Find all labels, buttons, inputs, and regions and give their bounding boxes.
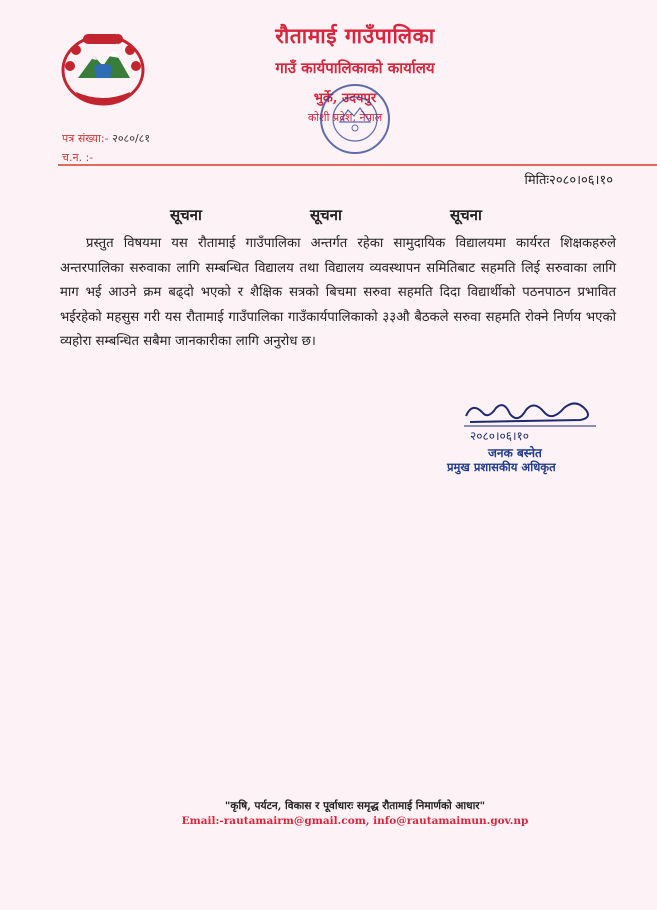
dispatch-number-label: च.न. :- — [62, 151, 94, 164]
letter-date: मितिः२०८०।०६।१० — [524, 173, 613, 188]
nepal-emblem-icon — [58, 26, 148, 108]
handwritten-signature — [466, 403, 588, 422]
footer-email: Email:-rautamairm@gmail.com, info@rautamaimun.gov.np — [181, 815, 529, 827]
signature-block — [460, 398, 600, 444]
notice-heading: सूचना — [170, 206, 202, 224]
office-name: रौतामाई गाउँपालिका — [275, 23, 435, 48]
reference-number-value: २०८०/८१ — [112, 132, 151, 145]
reference-number-label: पत्र संख्या:- — [62, 132, 109, 145]
notice-heading: सूचना — [450, 206, 482, 224]
notice-headings — [150, 205, 550, 229]
notice-body: प्रस्तुत विषयमा यस रौतामाई गाउँपालिका अन्तर्गत रहेका सामुदायिक विद्यालयमा कार्यरत शिक्षकहरुले अन्तरपालिका सरुवाका लागि सम्बन्धित विद्यालय तथा विद्यालय व्यवस्थापन समितिबाट सहमति लिई सरुवाका लागि माग भई आउने क्रम बढ्दो भएको र शैक्षिक सत्रको बिचमा सरुवा सहमति दिदा विद्यार्थीको पठनपाठन प्रभावित भईरहेको महसुस गरी यस रौतामाई गाउँपालिका गाउँकार्यपालिकाको ३३औ बैठकले सरुवा सहमति रोक्ने निर्णय भएको व्यहोरा सम्बन्धित सबैमा जानकारीका लागि अनुरोध छ। — [60, 236, 616, 349]
signature-date: २०८०।०६।१० — [470, 429, 530, 443]
office-address: भुर्के, उदयपुर — [313, 91, 377, 106]
signatory-title: प्रमुख प्रशासकीय अधिकृत — [447, 460, 556, 474]
office-province: कोशी प्रदेश, नेपाल — [307, 111, 383, 124]
office-stamp-icon — [318, 82, 392, 156]
notice-heading: सूचना — [310, 206, 342, 224]
footer-slogan: "कृषि, पर्यटन, विकास र पूर्वाधारः समृद्ध रौतामाई निमार्णको आधार" — [224, 800, 486, 812]
reference-number — [62, 131, 150, 146]
office-subtitle: गाउँ कार्यपालिकाको कार्यालय — [275, 59, 435, 77]
header-divider — [58, 164, 657, 166]
signatory-name: जनक बस्नेत — [488, 446, 542, 460]
